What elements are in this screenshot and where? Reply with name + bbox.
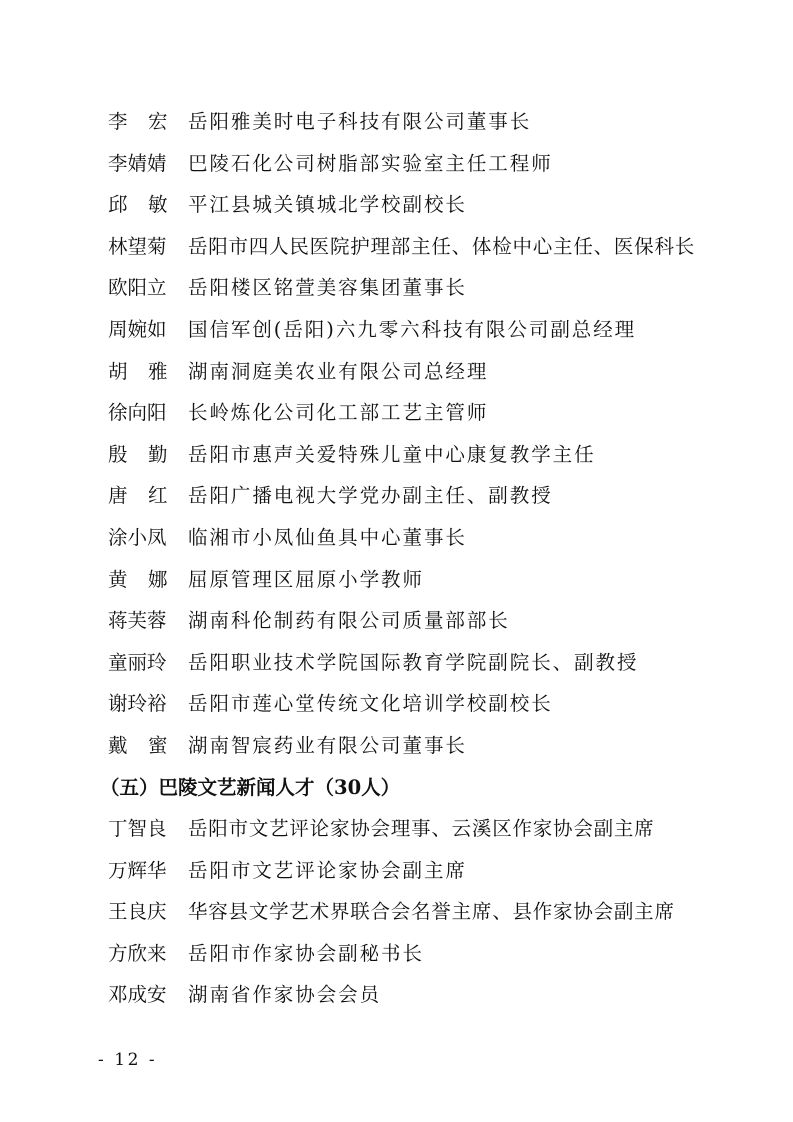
person-name: 蒋芙蓉 bbox=[108, 609, 167, 633]
list-item bbox=[108, 808, 748, 850]
list-item bbox=[108, 517, 748, 559]
person-title: 岳阳市四人民医院护理部主任、体检中心主任、医保科长 bbox=[188, 234, 696, 258]
person-name: 涂小凤 bbox=[108, 525, 167, 549]
list-item bbox=[108, 351, 748, 393]
page-number: - 12 - bbox=[98, 1050, 158, 1070]
person-title: 岳阳市文艺评论家协会副主席 bbox=[188, 858, 467, 882]
person-title: 岳阳市惠声关爱特殊儿童中心康复教学主任 bbox=[188, 442, 596, 466]
person-title: 湖南省作家协会会员 bbox=[188, 983, 382, 1007]
personnel-group-b bbox=[108, 808, 748, 1016]
person-name: 周婉如 bbox=[108, 317, 167, 341]
list-item bbox=[108, 891, 748, 933]
person-title: 长岭炼化公司化工部工艺主管师 bbox=[188, 401, 489, 425]
list-item bbox=[108, 434, 748, 476]
person-name: 欧阳立 bbox=[108, 276, 167, 300]
person-title: 临湘市小凤仙鱼具中心董事长 bbox=[188, 525, 467, 549]
person-name: 胡雅 bbox=[108, 359, 188, 383]
list-item bbox=[108, 725, 748, 767]
person-title: 屈原管理区屈原小学教师 bbox=[188, 567, 424, 591]
person-name: 丁智良 bbox=[108, 817, 167, 841]
list-item bbox=[108, 933, 748, 975]
person-name: 万辉华 bbox=[108, 858, 167, 882]
person-title: 岳阳市作家协会副秘书长 bbox=[188, 941, 424, 965]
person-name: 殷勤 bbox=[108, 442, 188, 466]
personnel-group-a bbox=[108, 101, 748, 767]
person-name: 徐向阳 bbox=[108, 401, 167, 425]
list-item bbox=[108, 101, 748, 143]
person-title: 平江县城关镇城北学校副校长 bbox=[188, 193, 467, 217]
person-name: 黄娜 bbox=[108, 567, 188, 591]
list-item bbox=[108, 309, 748, 351]
list-item bbox=[108, 184, 748, 226]
person-title: 湖南洞庭美农业有限公司总经理 bbox=[188, 359, 489, 383]
list-item bbox=[108, 600, 748, 642]
person-name: 林望菊 bbox=[108, 234, 167, 258]
person-title: 岳阳楼区铭萱美容集团董事长 bbox=[188, 276, 467, 300]
list-item bbox=[108, 475, 748, 517]
person-name: 方欣来 bbox=[108, 941, 167, 965]
person-title: 岳阳广播电视大学党办副主任、副教授 bbox=[188, 484, 553, 508]
person-title: 湖南智宸药业有限公司董事长 bbox=[188, 733, 467, 757]
list-item bbox=[108, 392, 748, 434]
list-item bbox=[108, 642, 748, 684]
list-item bbox=[108, 850, 748, 892]
list-item bbox=[108, 683, 748, 725]
section-heading: （五）巴陵文艺新闻人才（30人） bbox=[100, 775, 401, 799]
person-name: 童丽玲 bbox=[108, 650, 167, 674]
person-title: 岳阳职业技术学院国际教育学院副院长、副教授 bbox=[188, 650, 639, 674]
person-title: 岳阳市莲心堂传统文化培训学校副校长 bbox=[188, 692, 553, 716]
person-name: 邓成安 bbox=[108, 983, 167, 1007]
person-title: 华容县文学艺术界联合会名誉主席、县作家协会副主席 bbox=[188, 900, 675, 924]
person-name: 唐红 bbox=[108, 484, 188, 508]
person-name: 谢玲裕 bbox=[108, 692, 167, 716]
person-title: 国信军创(岳阳)六九零六科技有限公司副总经理 bbox=[188, 317, 637, 341]
list-item bbox=[108, 143, 748, 185]
list-item bbox=[108, 559, 748, 601]
person-name: 戴蜜 bbox=[108, 733, 188, 757]
list-item bbox=[108, 267, 748, 309]
person-name: 李宏 bbox=[108, 110, 188, 133]
person-title: 巴陵石化公司树脂部实验室主任工程师 bbox=[188, 151, 553, 175]
person-title: 湖南科伦制药有限公司质量部部长 bbox=[188, 609, 510, 633]
person-name: 王良庆 bbox=[108, 900, 167, 924]
personnel-list bbox=[100, 101, 748, 1016]
list-item bbox=[108, 974, 748, 1016]
person-name: 邱敏 bbox=[108, 193, 188, 217]
person-title: 岳阳市文艺评论家协会理事、云溪区作家协会副主席 bbox=[188, 817, 655, 841]
person-title: 岳阳雅美时电子科技有限公司董事长 bbox=[188, 110, 532, 133]
person-name: 李婧婧 bbox=[108, 151, 167, 175]
list-item bbox=[108, 226, 748, 268]
